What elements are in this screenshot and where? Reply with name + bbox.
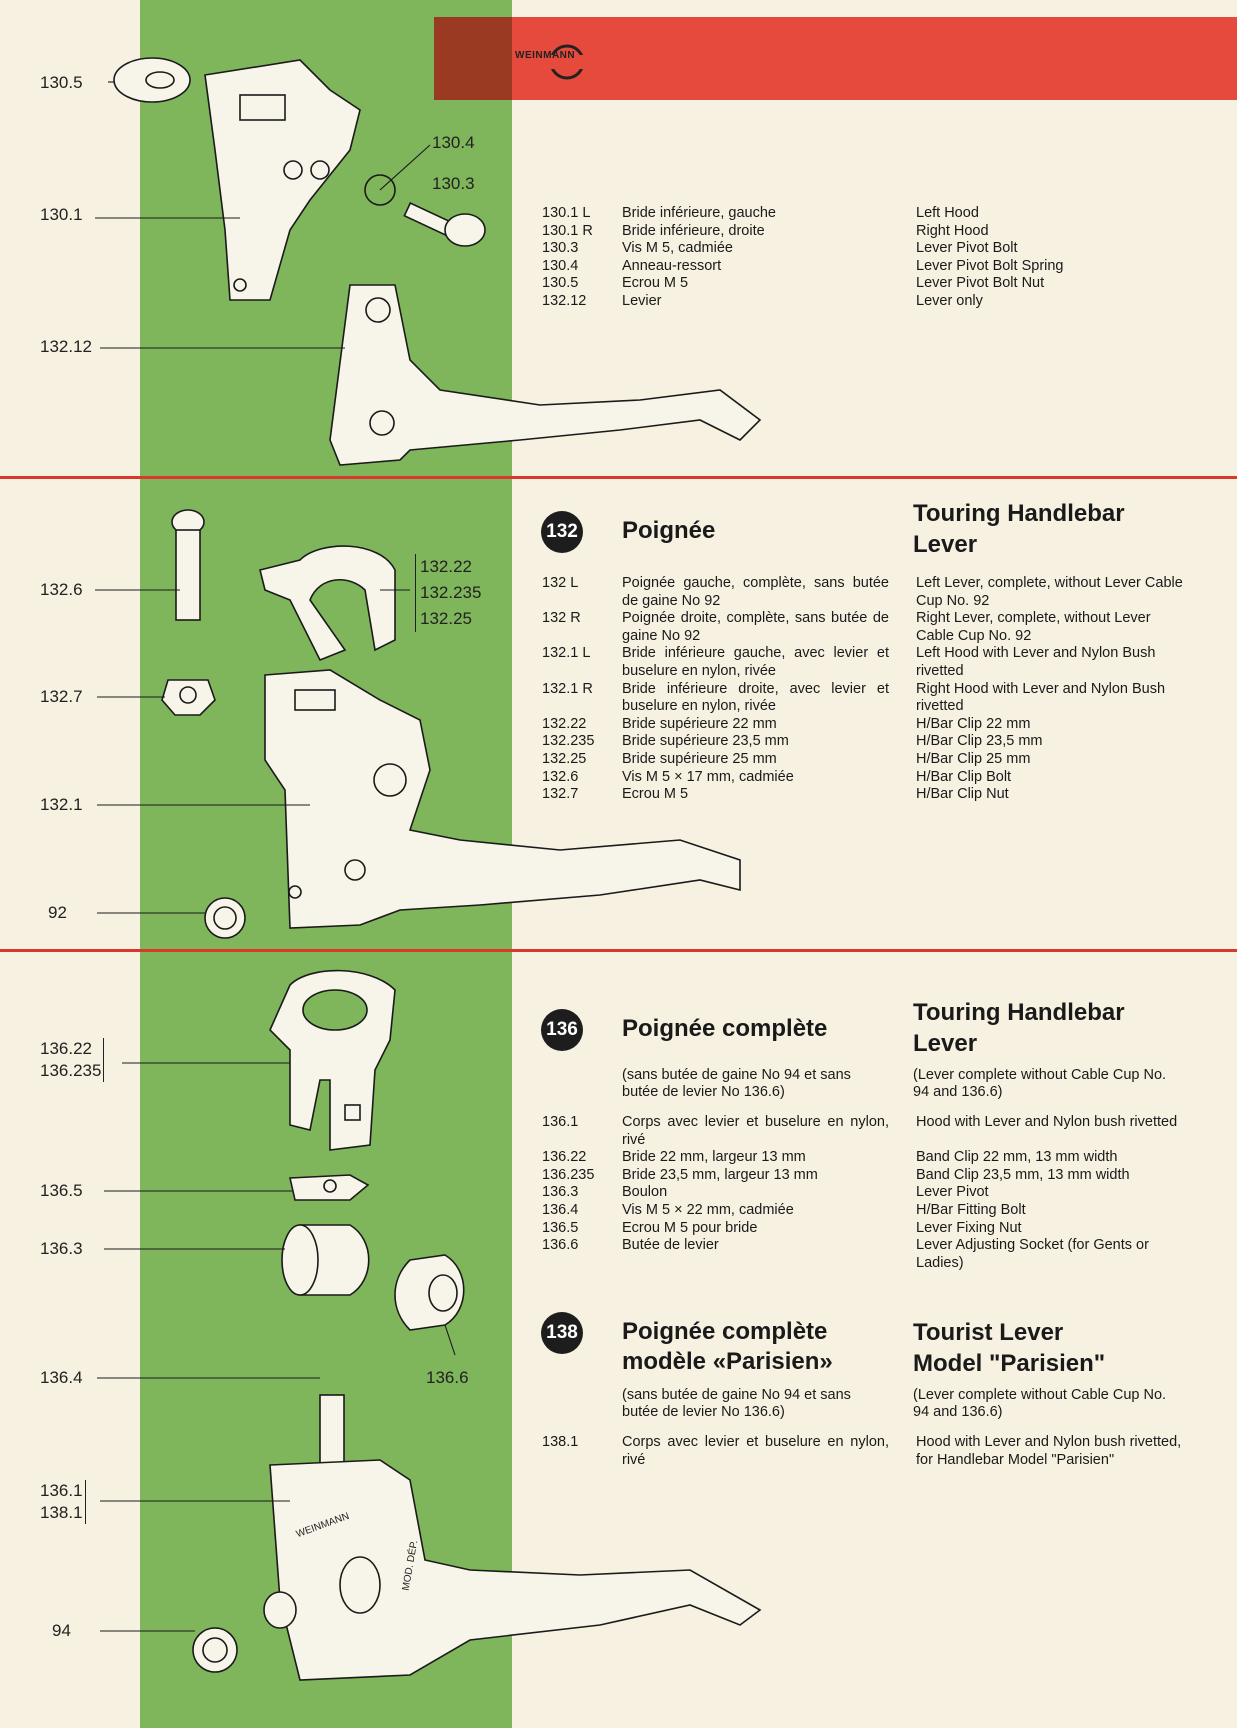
table-row: 130.4 Anneau-ressort Lever Pivot Bolt Spring: [542, 257, 1064, 274]
table-row: 130.5 Ecrou M 5 Lever Pivot Bolt Nut: [542, 275, 1045, 292]
title-en-132: Touring Handlebar Lever: [913, 500, 1125, 558]
note-fr-138: (sans butée de gaine No 94 et sans butée de levier No 136.6): [622, 1387, 851, 1420]
callout-130-4: 130.4: [432, 133, 475, 152]
title-fr-138: Poignée complète modèle «Parisien»: [622, 1318, 833, 1375]
table-row: 132.235 Bride supérieure 23,5 mm H/Bar Clip 23,5 mm: [542, 733, 1043, 750]
nut-132-7-drawing: [162, 680, 215, 715]
table-row: 138.1 Corps avec levier et buselure en nylon, rivé Hood with Lever and Nylon bush rivetted, for Handlebar Model "Parisien": [542, 1434, 1182, 1468]
table-row: 136.5 Ecrou M 5 pour bride Lever Fixing Nut: [542, 1219, 1022, 1236]
table-row: 132 R Poignée droite, complète, sans butée de gaine No 92 Right Lever, complete, without Lever Cable Cup No. 92: [542, 610, 1151, 644]
table-row: 132.1 R Bride inférieure droite, avec levier et buselure en nylon, rivée Right Hood with Lever and Nylon Bush rivetted: [542, 680, 1166, 715]
note-fr-136: (sans butée de gaine No 94 et sans butée de levier No 136.6): [622, 1067, 851, 1100]
table-row: 132 L Poignée gauche, complète, sans butée de gaine No 92 Left Lever, complete, without Lever Cable Cup No. 92: [542, 575, 1183, 609]
parts-table-130: [542, 205, 1186, 311]
callout-92: 92: [48, 903, 67, 922]
pivot-136-3-drawing: [282, 1225, 369, 1295]
bolt-130-3-drawing: [404, 203, 485, 246]
callout-132-12: 132.12: [40, 337, 92, 356]
stamp-brand: WEINMANN: [294, 1510, 351, 1541]
section-badge-132: 132: [541, 511, 583, 553]
callout-132-7: 132.7: [40, 687, 83, 706]
callout-132-6: 132.6: [40, 580, 83, 599]
lever-132-12-drawing: [330, 285, 760, 465]
table-row: 132.1 L Bride inférieure gauche, avec levier et buselure en nylon, rivée Left Hood with Lever and Nylon Bush rivetted: [542, 645, 1156, 679]
hood-136-1-drawing: [264, 1460, 760, 1680]
callout-132-1: 132.1: [40, 795, 83, 814]
table-row: 136.4 Vis M 5 × 22 mm, cadmiée H/Bar Fitting Bolt: [542, 1201, 1026, 1218]
bolt-132-6-drawing: [172, 510, 204, 620]
title-en-136: Touring Handlebar Lever: [913, 999, 1125, 1057]
socket-136-6-drawing: [395, 1255, 464, 1330]
callout-136-3: 136.3: [40, 1239, 83, 1258]
callout-136-1-138-1: 136.1 138.1: [40, 1480, 86, 1524]
table-row: 136.3 Boulon Lever Pivot: [542, 1184, 989, 1201]
title-fr-136: Poignée complète: [622, 1015, 828, 1042]
table-row: 132.7 Ecrou M 5 H/Bar Clip Nut: [542, 786, 1009, 803]
clip-136-22-drawing: [270, 971, 395, 1150]
note-en-138: (Lever complete without Cable Cup No. 94 and 136.6): [913, 1387, 1167, 1420]
nut-130-5-drawing: [114, 58, 190, 102]
table-row: 132.6 Vis M 5 × 17 mm, cadmiée H/Bar Clip Bolt: [542, 768, 1012, 785]
table-row: 136.22 Bride 22 mm, largeur 13 mm Band Clip 22 mm, 13 mm width: [542, 1149, 1118, 1166]
brand-text: WEINMANN: [515, 50, 576, 61]
title-fr-132: Poignée: [622, 517, 716, 544]
parts-table-132: [542, 575, 1186, 804]
table-row: 132.22 Bride supérieure 22 mm H/Bar Clip 22 mm: [542, 715, 1031, 732]
table-row: 136.235 Bride 23,5 mm, largeur 13 mm Band Clip 23,5 mm, 13 mm width: [542, 1166, 1130, 1183]
nut-136-5-drawing: [290, 1175, 368, 1200]
callout-130-1: 130.1: [40, 205, 83, 224]
table-row: 136.6 Butée de levier Lever Adjusting Socket (for Gents or Ladies): [542, 1237, 1149, 1271]
cable-cup-94-drawing: [193, 1628, 237, 1672]
table-row: 130.3 Vis M 5, cadmiée Lever Pivot Bolt: [542, 240, 1018, 257]
section-badge-136: 136: [541, 1009, 583, 1051]
callout-136-5: 136.5: [40, 1181, 83, 1200]
callout-130-3: 130.3: [432, 174, 475, 193]
callout-136-4: 136.4: [40, 1368, 83, 1387]
callout-94: 94: [52, 1621, 71, 1640]
hood-130-1-drawing: [205, 60, 360, 300]
parts-table-138: [542, 1434, 1186, 1469]
section-badge-138: 138: [541, 1312, 583, 1354]
table-row: 132.25 Bride supérieure 25 mm H/Bar Clip 25 mm: [542, 750, 1031, 767]
note-en-136: (Lever complete without Cable Cup No. 94 and 136.6): [913, 1067, 1167, 1100]
table-row: 130.1 L Bride inférieure, gauche Left Hood: [542, 205, 979, 221]
callout-130-5: 130.5: [40, 73, 83, 92]
parts-table-136: [542, 1114, 1186, 1272]
title-en-138: Tourist Lever Model "Parisien": [913, 1319, 1106, 1377]
table-row: 130.1 R Bride inférieure, droite Right Hood: [542, 222, 989, 239]
callout-136-clips: 136.22 136.235: [40, 1038, 104, 1082]
callout-132-clips: 132.22 132.235 132.25: [415, 554, 481, 632]
table-row: 132.12 Levier Lever only: [542, 292, 983, 309]
cable-cup-92-drawing: [205, 898, 245, 938]
table-row: 136.1 Corps avec levier et buselure en nylon, rivé Hood with Lever and Nylon bush rivetted: [542, 1114, 1178, 1148]
stamp-mod: MOD. DÉP.: [400, 1539, 421, 1592]
callout-136-6: 136.6: [426, 1368, 469, 1387]
clip-132-22-drawing: [260, 546, 395, 660]
